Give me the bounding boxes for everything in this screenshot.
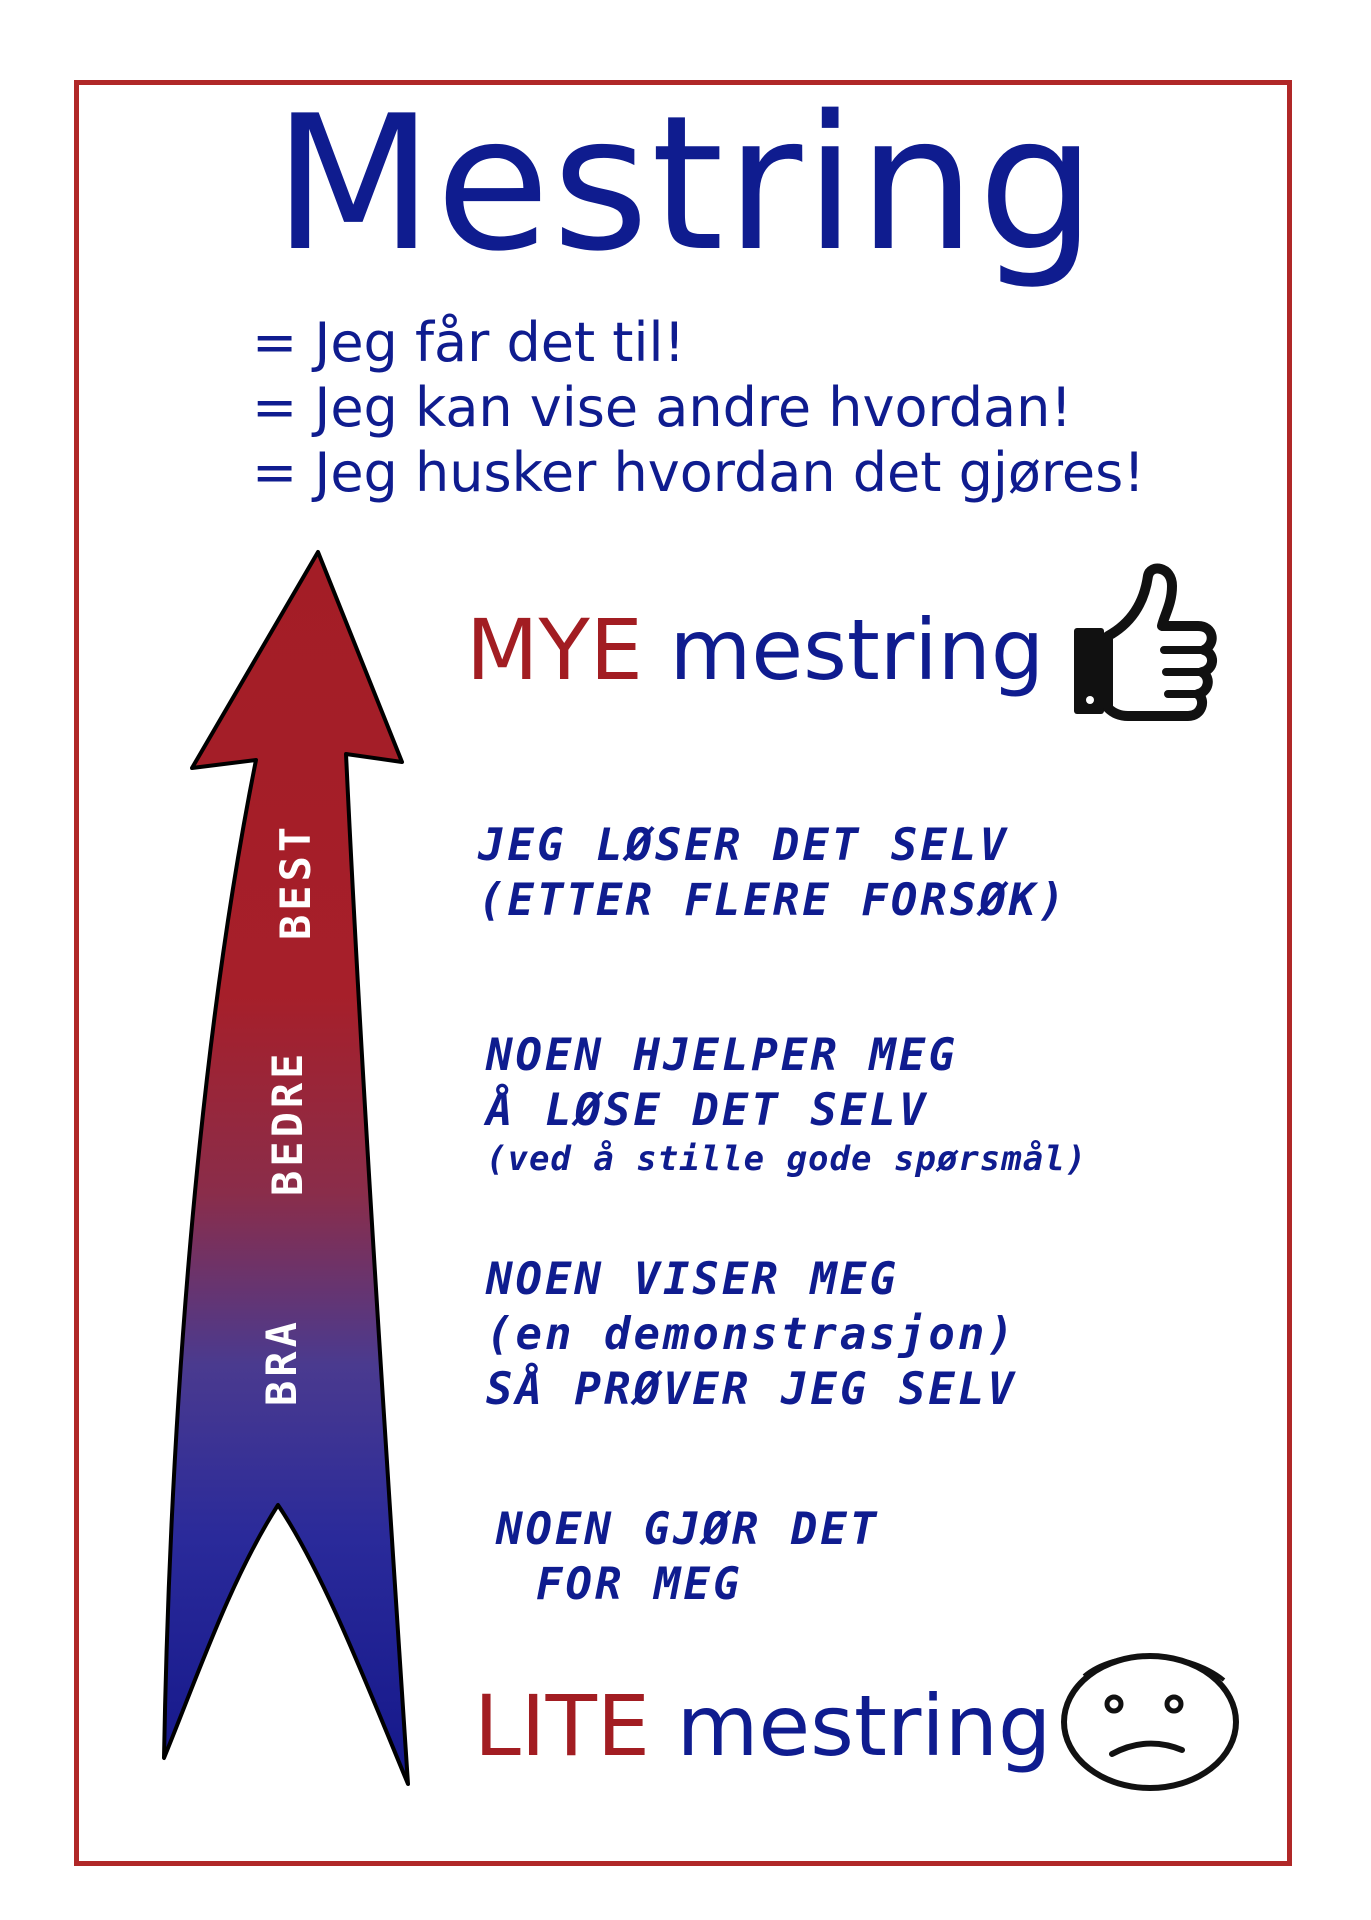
bottom-level-rest: mestring — [649, 1677, 1052, 1775]
top-level-emphasis: MYE — [466, 601, 643, 699]
step-someone-helps — [486, 1028, 1087, 1181]
sad-face-icon — [1054, 1646, 1246, 1796]
thumbs-up-icon — [1068, 560, 1218, 730]
definition-item: = Jeg kan vise andre hvordan! — [252, 376, 1072, 439]
step-line: NOEN GJØR DET — [496, 1504, 880, 1555]
step-line: (ETTER FLERE FORSØK) — [478, 875, 1068, 926]
step-line: FOR MEG — [536, 1559, 743, 1610]
step-someone-does-it — [496, 1502, 879, 1612]
step-line: Å LØSE DET SELV — [486, 1085, 929, 1136]
arrow-label-bra: BRA — [257, 1318, 306, 1406]
step-solve-alone — [478, 818, 1068, 928]
step-someone-shows — [486, 1252, 1017, 1417]
page-title: Mestring — [273, 75, 1098, 292]
bottom-level-emphasis: LITE — [474, 1677, 650, 1775]
top-level-rest: mestring — [642, 601, 1045, 699]
step-note: (ved å stille gode spørsmål) — [486, 1139, 1088, 1179]
definition-item: = Jeg husker hvordan det gjøres! — [252, 441, 1145, 504]
step-line: SÅ PRØVER JEG SELV — [486, 1364, 1017, 1415]
step-line: NOEN VISER MEG — [486, 1254, 899, 1305]
top-level-heading — [466, 600, 1044, 700]
arrow-label-bedre: BEDRE — [263, 1049, 312, 1196]
step-line: JEG LØSER DET SELV — [478, 820, 1009, 871]
bottom-level-heading — [474, 1676, 1051, 1776]
step-line: (en demonstrasjon) — [486, 1309, 1017, 1360]
step-line: NOEN HJELPER MEG — [486, 1030, 958, 1081]
definition-item: = Jeg får det til! — [252, 311, 686, 374]
arrow-label-best: BEST — [271, 822, 320, 940]
